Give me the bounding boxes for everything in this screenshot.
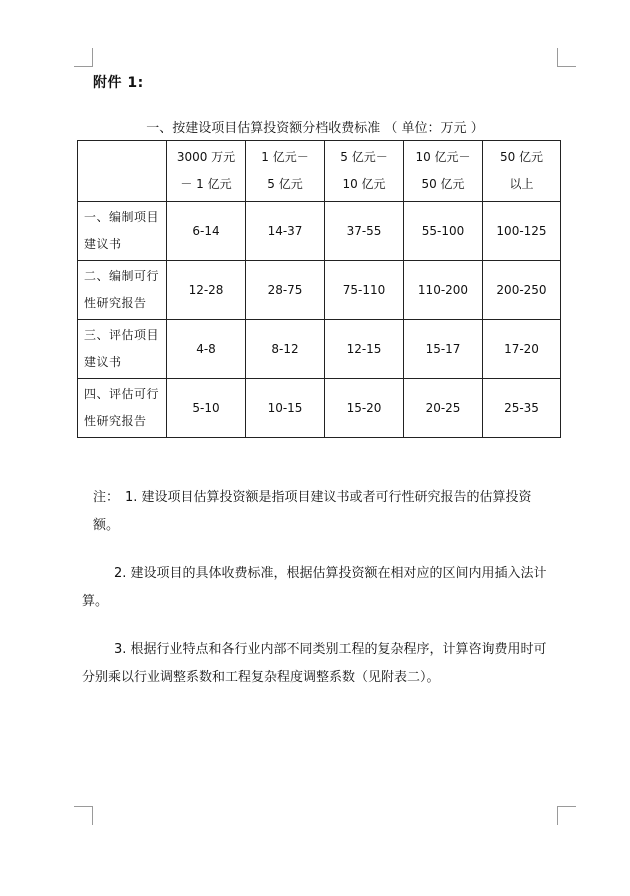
table-row (78, 379, 561, 438)
note-text: 1. 建设项目估算投资额是指项目建议书或者可行性研究报告的估算投资额。 (93, 490, 532, 533)
fee-table (77, 140, 561, 438)
table-cell: 55-100 (404, 202, 483, 261)
table-cell: 200-250 (483, 261, 561, 320)
column-header: 5 亿元－ 10 亿元 (325, 141, 404, 202)
column-header: 1 亿元－ 5 亿元 (246, 141, 325, 202)
table-cell: 10-15 (246, 379, 325, 438)
row-header: 四、评估可行 性研究报告 (78, 379, 167, 438)
notes-section (82, 484, 555, 712)
table-cell: 37-55 (325, 202, 404, 261)
crop-mark-bottom-right (557, 806, 576, 825)
crop-mark-top-right (557, 48, 576, 67)
table-cell: 25-35 (483, 379, 561, 438)
table-header-row (78, 141, 561, 202)
row-header: 一、编制项目 建议书 (78, 202, 167, 261)
note-item: 2. 建设项目的具体收费标准，根据估算投资额在相对应的区间内用插入法计算。 (82, 566, 547, 609)
table-row (78, 202, 561, 261)
table-cell: 8-12 (246, 320, 325, 379)
table-row (78, 261, 561, 320)
table-cell: 110-200 (404, 261, 483, 320)
column-header: 3000 万元 － 1 亿元 (167, 141, 246, 202)
column-header: 50 亿元 以上 (483, 141, 561, 202)
table-cell: 15-20 (325, 379, 404, 438)
row-header: 二、编制可行 性研究报告 (78, 261, 167, 320)
notes-lead: 注： (93, 490, 120, 505)
table-cell: 12-15 (325, 320, 404, 379)
table-cell: 14-37 (246, 202, 325, 261)
table-title: 一、按建设项目估算投资额分档收费标准 （ 单位：万元 ） (146, 121, 484, 136)
table-cell: 12-28 (167, 261, 246, 320)
table-cell: 20-25 (404, 379, 483, 438)
table-corner-cell (78, 141, 167, 202)
table-row (78, 320, 561, 379)
table-cell: 17-20 (483, 320, 561, 379)
table-cell: 6-14 (167, 202, 246, 261)
table-cell: 15-17 (404, 320, 483, 379)
crop-mark-bottom-left (74, 806, 93, 825)
row-header: 三、评估项目 建议书 (78, 320, 167, 379)
note-item (93, 484, 555, 540)
table-cell: 28-75 (246, 261, 325, 320)
table-cell: 100-125 (483, 202, 561, 261)
column-header: 10 亿元－ 50 亿元 (404, 141, 483, 202)
table-cell: 5-10 (167, 379, 246, 438)
crop-mark-top-left (74, 48, 93, 67)
note-item: 3. 根据行业特点和各行业内部不同类别工程的复杂程序，计算咨询费用时可分别乘以行业调整系数和工程复杂程度调整系数（见附表二）。 (82, 642, 547, 685)
table-cell: 4-8 (167, 320, 246, 379)
attachment-label: 附件 1: (93, 75, 144, 91)
table-cell: 75-110 (325, 261, 404, 320)
